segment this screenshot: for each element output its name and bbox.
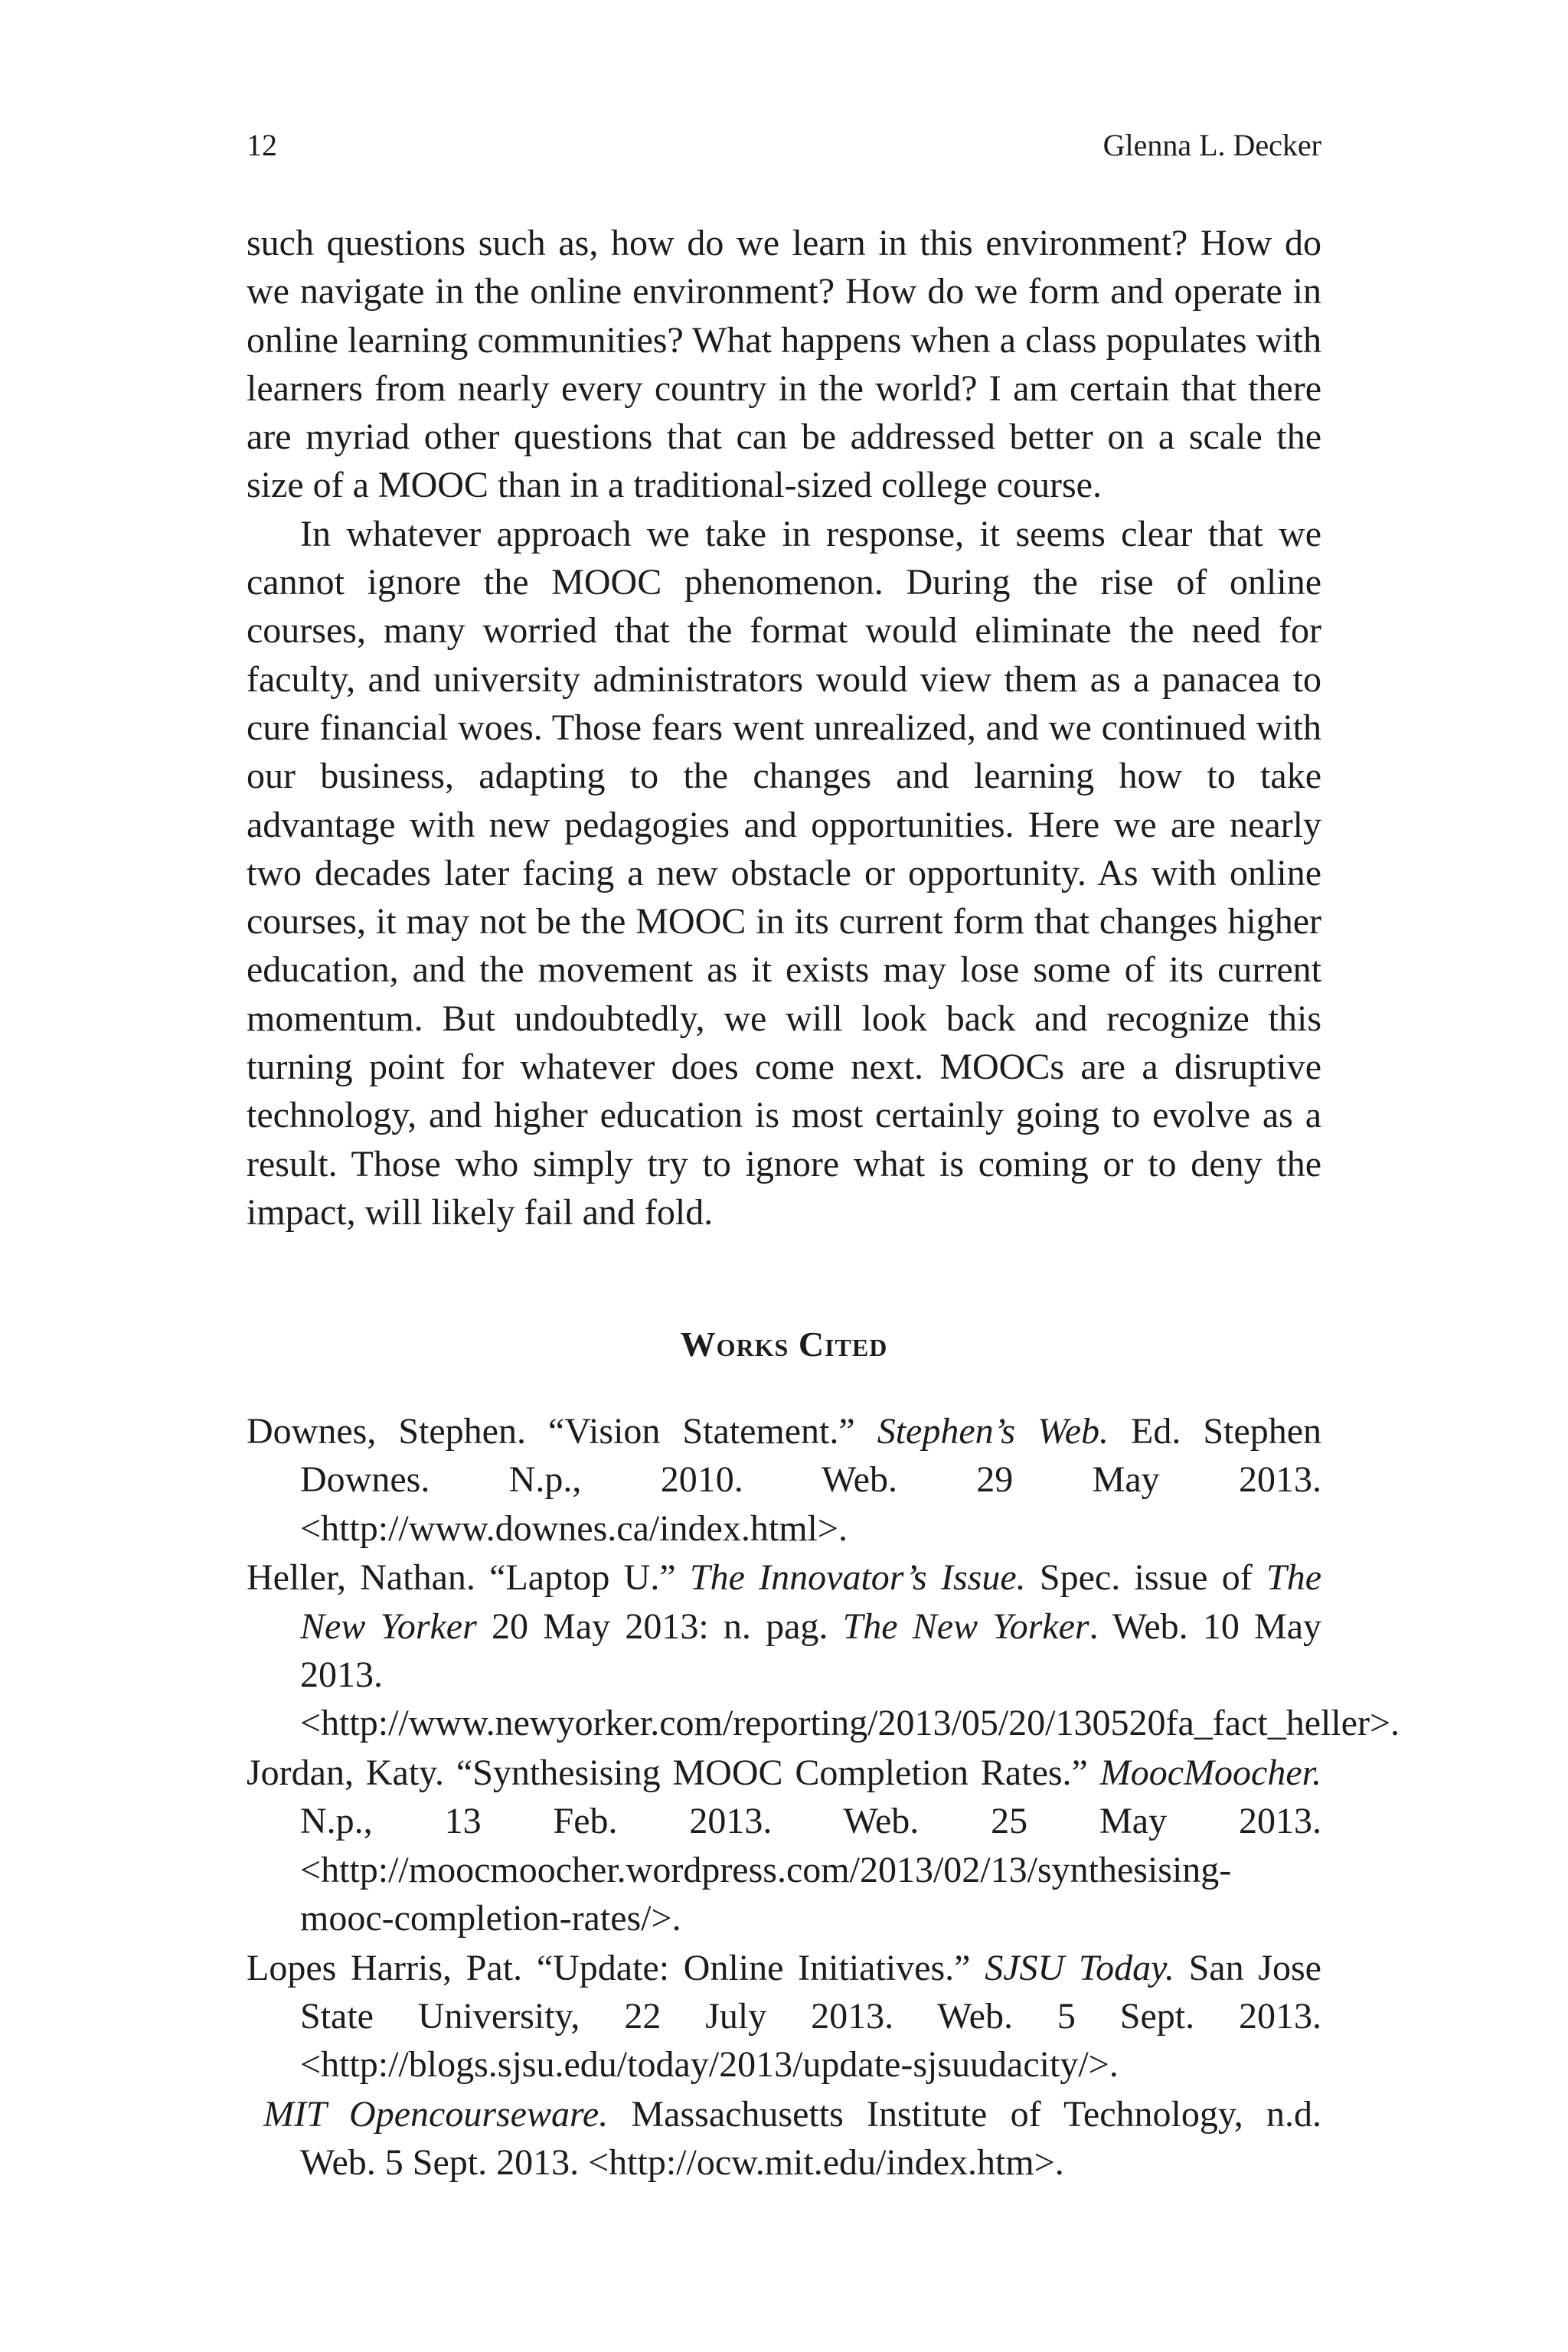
body-text bbox=[247, 219, 1321, 1236]
citation-entry: Lopes Harris, Pat. “Update: Online Initiatives.” SJSU Today. San Jose State University, 22 July 2013. Web. 5 Sept. 2013. <http://blogs.sjsu.edu/today/2013/update-sjsuudacity/>. bbox=[247, 1947, 1321, 2086]
body-paragraph: such questions such as, how do we learn in this environment? How do we navigate in the online environment? How do we form and operate in online learning communities? What happens when a class populates with learners from nearly every country in the world? I am certain that there are myriad other questions that can be addressed better on a scale the size of a MOOC than in a traditional-sized college course. bbox=[247, 223, 1321, 506]
works-cited-heading: Works Cited bbox=[680, 1325, 888, 1364]
works-cited-list bbox=[247, 1407, 1400, 2188]
citation-entry: Heller, Nathan. “Laptop U.” The Innovator’s Issue. Spec. issue of The New Yorker 20 May 2013: n. pag. The New Yorker. Web. 10 May 2013. <http://www.newyorker.com/reporting/2013/05/20/130520fa_fact_heller>. bbox=[247, 1557, 1400, 1744]
citation-entry: MIT Opencourseware. Massachusetts Institute of Technology, n.d. Web. 5 Sept. 2013. <http://ocw.mit.edu/index.htm>. bbox=[263, 2094, 1322, 2184]
body-paragraph: In whatever approach we take in response, it seems clear that we cannot ignore the MOOC phenomenon. During the rise of online courses, many worried that the format would eliminate the need for faculty, and university administrators would view them as a panacea to cure financial woes. Those fears went unrealized, and we continued with our business, adapting to the changes and learning how to take advantage with new pedagogies and opportunities. Here we are nearly two decades later facing a new obstacle or opportunity. As with online courses, it may not be the MOOC in its current form that changes higher education, and the movement as it exists may lose some of its current momentum. But undoubtedly, we will look back and recognize this turning point for whatever does come next. MOOCs are a disruptive technology, and higher education is most certainly going to evolve as a result. Those who simply try to ignore what is coming or to deny the impact, will likely fail and fold. bbox=[247, 513, 1321, 1233]
citation-entry: Downes, Stephen. “Vision Statement.” Stephen’s Web. Ed. Stephen Downes. N.p., 2010. Web. 29 May 2013. <http://www.downes.ca/index.html>. bbox=[247, 1411, 1321, 1549]
citation-entry: Jordan, Katy. “Synthesising MOOC Completion Rates.” MoocMoocher. N.p., 13 Feb. 2013. Web. 25 May 2013. <http://moocmoocher.wordpress.com/2013/02/13/synthesising-mooc-completion-rates/>. bbox=[247, 1753, 1321, 1939]
running-head bbox=[247, 122, 1321, 168]
page-number: 12 bbox=[247, 128, 277, 162]
running-head-author: Glenna L. Decker bbox=[1102, 128, 1321, 162]
